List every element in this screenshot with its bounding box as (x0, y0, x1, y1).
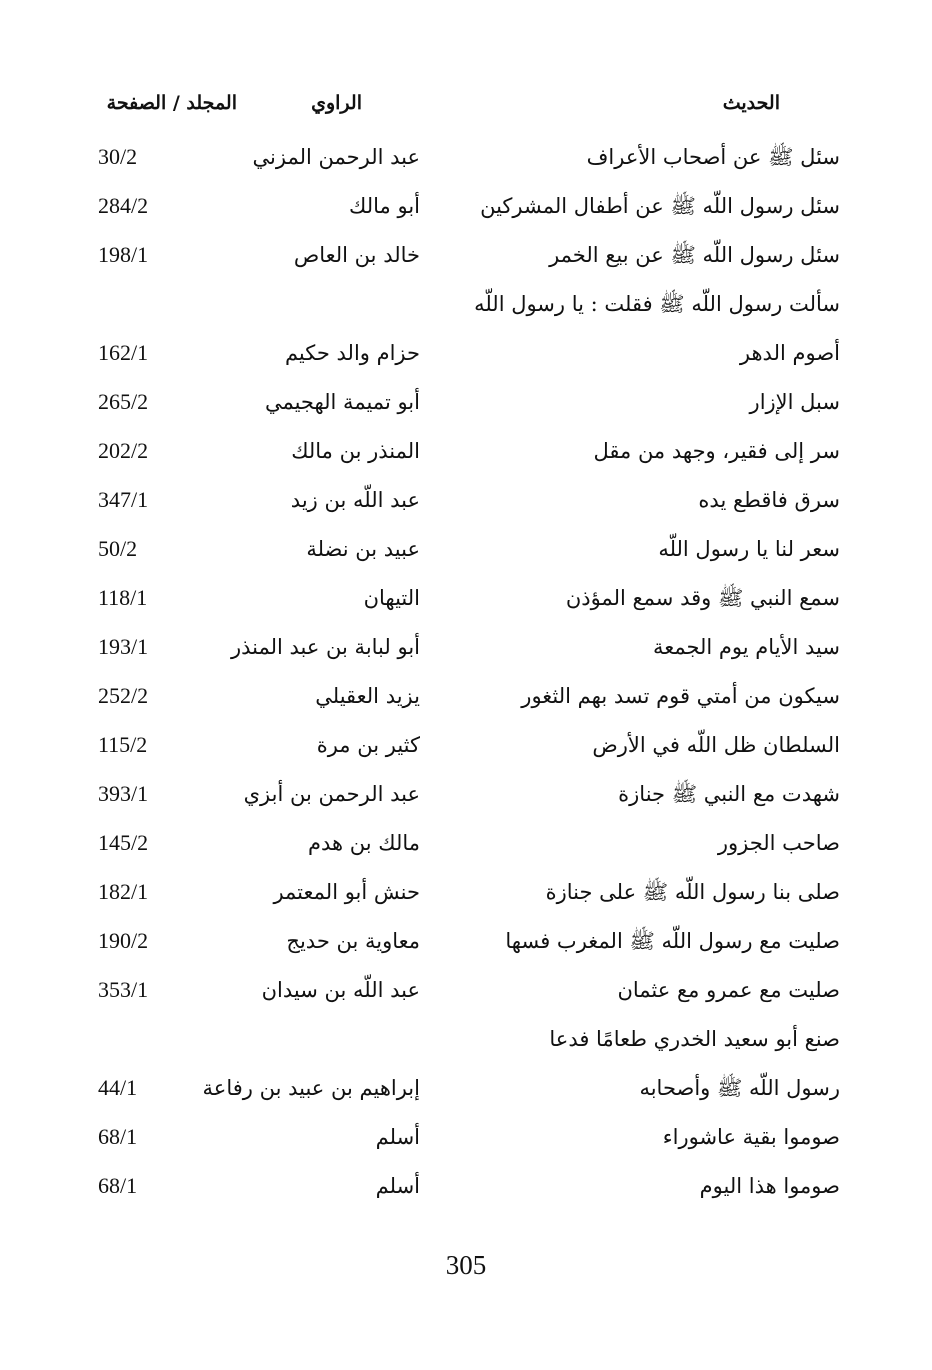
narrator-name: أبو مالك (349, 194, 420, 218)
volume-page-reference: 252/2 (98, 683, 149, 708)
table-row (0, 284, 932, 324)
narrator-name: عبيد بن نضلة (306, 537, 420, 561)
narrator-name: عبد الرحمن المزني (252, 145, 420, 169)
hadith-text: سئل رسول اللّه ﷺ عن أطفال المشركين (480, 194, 840, 218)
narrator-name: كثير بن مرة (316, 733, 420, 757)
narrator-name: أسلم (375, 1125, 420, 1149)
narrator-name: المنذر بن مالك (291, 439, 420, 463)
volume-page-reference: 44/1 (98, 1075, 138, 1100)
column-header-hadith: الحديث (722, 92, 780, 114)
hadith-text: شهدت مع النبي ﷺ جنازة (618, 782, 840, 806)
table-row (0, 774, 932, 814)
narrator-name: عبد اللّه بن زيد (290, 488, 420, 512)
narrator-name: معاوية بن حديج (286, 929, 420, 953)
table-row (0, 382, 932, 422)
volume-page-reference: 68/1 (98, 1124, 138, 1149)
volume-page-reference: 265/2 (98, 389, 149, 414)
volume-page-reference: 50/2 (98, 536, 138, 561)
narrator-name: يزيد العقيلي (315, 684, 420, 708)
hadith-text: سئل رسول اللّه ﷺ عن بيع الخمر (549, 243, 840, 267)
volume-page-reference: 198/1 (98, 242, 149, 267)
hadith-text: صليت مع عمرو مع عثمان (617, 978, 840, 1002)
hadith-text: صليت مع رسول اللّه ﷺ المغرب فسها (505, 929, 840, 953)
narrator-name: أبو لبابة بن عبد المنذر (230, 635, 420, 659)
hadith-text: سيكون من أمتي قوم تسد بهم الثغور (521, 684, 840, 708)
volume-page-reference: 190/2 (98, 928, 149, 953)
hadith-text: صوموا هذا اليوم (699, 1174, 840, 1198)
hadith-text: صلى بنا رسول اللّه ﷺ على جنازة (545, 880, 840, 904)
hadith-text: رسول اللّه ﷺ وأصحابه (639, 1076, 840, 1100)
narrator-name: التيهان (363, 586, 420, 610)
hadith-text: سمع النبي ﷺ وقد سمع المؤذن (565, 586, 840, 610)
narrator-name: مالك بن هدم (307, 831, 420, 855)
volume-page-reference: 68/1 (98, 1173, 138, 1198)
table-row (0, 529, 932, 569)
table-row (0, 676, 932, 716)
hadith-text: صاحب الجزور (717, 831, 840, 855)
narrator-name: إبراهيم بن عبيد بن رفاعة (202, 1076, 420, 1100)
table-row (0, 921, 932, 961)
hadith-text: صوموا بقية عاشوراء (662, 1125, 840, 1149)
volume-page-reference: 193/1 (98, 634, 149, 659)
volume-page-reference: 162/1 (98, 340, 149, 365)
narrator-name: خالد بن العاص (293, 243, 420, 267)
narrator-name: أسلم (375, 1174, 420, 1198)
narrator-name: عبد اللّه بن سيدان (261, 978, 420, 1002)
hadith-text: سبل الإزار (749, 390, 840, 414)
volume-page-reference: 30/2 (98, 144, 138, 169)
narrator-name: أبو تميمة الهجيمي (264, 390, 420, 414)
volume-page-reference: 182/1 (98, 879, 149, 904)
volume-page-reference: 145/2 (98, 830, 149, 855)
table-row (0, 1166, 932, 1206)
table-row (0, 970, 932, 1010)
table-row (0, 578, 932, 618)
table-row (0, 1019, 932, 1059)
narrator-name: حزام والد حكيم (284, 341, 420, 365)
hadith-text: صنع أبو سعيد الخدري طعامًا فدعا (549, 1027, 840, 1051)
volume-page-reference: 284/2 (98, 193, 149, 218)
volume-page-reference: 347/1 (98, 487, 149, 512)
column-header-narrator: الراوي (311, 92, 362, 114)
hadith-text: السلطان ظل اللّه في الأرض (592, 733, 840, 757)
table-row (0, 627, 932, 667)
page-number: 305 (445, 1250, 487, 1280)
table-row (0, 1117, 932, 1157)
table-row (0, 480, 932, 520)
volume-page-reference: 115/2 (98, 732, 148, 757)
hadith-text: أصوم الدهر (739, 341, 840, 365)
hadith-text: سرق فاقطع يده (698, 488, 840, 512)
table-row (0, 186, 932, 226)
table-row (0, 333, 932, 373)
table-row (0, 872, 932, 912)
table-row (0, 137, 932, 177)
narrator-name: عبد الرحمن بن أبزي (243, 782, 420, 806)
volume-page-reference: 393/1 (98, 781, 149, 806)
volume-page-reference: 118/1 (98, 585, 148, 610)
volume-page-reference: 353/1 (98, 977, 149, 1002)
hadith-text: سئل ﷺ عن أصحاب الأعراف (586, 145, 840, 169)
narrator-name: حنش أبو المعتمر (273, 880, 420, 904)
hadith-text: سر إلى فقير، وجهد من مقل (593, 439, 840, 463)
hadith-text: سعر لنا يا رسول اللّه (658, 537, 840, 561)
table-row (0, 725, 932, 765)
column-header-reference: المجلد / الصفحة (106, 92, 237, 114)
table-row (0, 431, 932, 471)
table-row (0, 235, 932, 275)
table-row (0, 1068, 932, 1108)
volume-page-reference: 202/2 (98, 438, 149, 463)
hadith-text: سألت رسول اللّه ﷺ فقلت : يا رسول اللّه (474, 292, 840, 316)
table-row (0, 823, 932, 863)
hadith-text: سيد الأيام يوم الجمعة (652, 635, 840, 659)
